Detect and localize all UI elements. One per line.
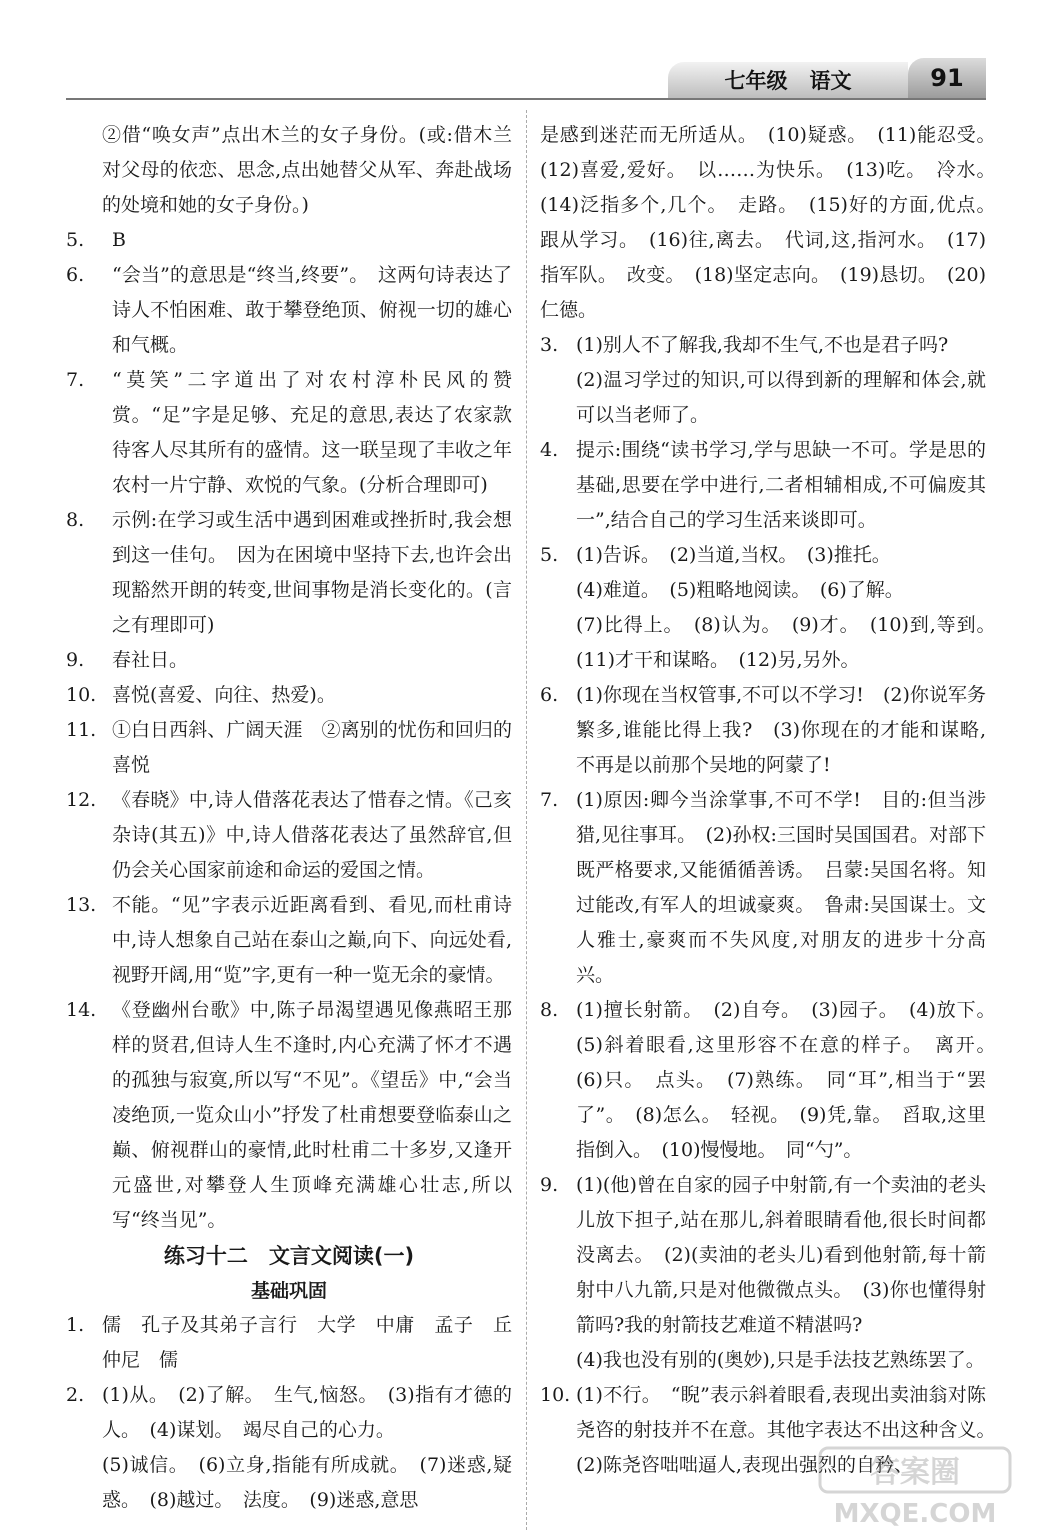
item-text: (7)比得上。 (8)认为。 (9)才。 (10)到,等到。 (11)才干和谋略。 (12)另,另外。: [576, 614, 1006, 671]
item-text: B: [112, 229, 126, 251]
list-item: [66, 993, 512, 1238]
item-text: (1)你现在当权管事,不可以不学习! (2)你说军务繁多,谁能比得上我? (3)你现在的才能和谋略,不再是以前那个吴地的阿蒙了!: [576, 684, 986, 776]
list-item: [540, 608, 1006, 678]
item-text: 儒 孔子及其弟子言行 大学 中庸 孟子 丘 仲尼 儒: [102, 1314, 532, 1371]
item-text: ①白日西斜、广阔天涯 ②离别的忧伤和回归的喜悦: [112, 719, 512, 776]
item-text: (1)从。 (2)了解。 生气,恼怒。 (3)指有才德的人。 (4)谋划。 竭尽自己的心力。: [102, 1384, 512, 1441]
item-number: 6.: [66, 264, 85, 286]
item-number: 4.: [540, 439, 559, 461]
item-number: 10.: [66, 684, 97, 706]
list-item: [540, 1168, 986, 1343]
answer-list: [540, 328, 1006, 1483]
page-header: [0, 0, 1049, 110]
item-number: 7.: [66, 369, 85, 391]
answer-paragraph: (5)诚信。 (6)立身,指能有所成就。 (7)迷惑,疑惑。 (8)越过。 法度。 (9)迷惑,意思: [102, 1454, 512, 1511]
list-item: [540, 433, 986, 538]
list-item: [540, 678, 986, 783]
subject-label: 语文: [809, 69, 852, 93]
section-subtitle: 基础巩固: [250, 1280, 327, 1302]
list-item: [540, 363, 986, 433]
header-tab: [668, 62, 908, 98]
item-number: 5.: [540, 544, 559, 566]
item-number: 8.: [540, 999, 559, 1021]
item-number: 13.: [66, 894, 97, 916]
item-text: (1)(他)曾在自家的园子中射箭,有一个卖油的老头儿放下担子,站在那儿,斜着眼睛看他,很长时间都没离去。 (2)(卖油的老头儿)看到他射箭,每十箭射中八九箭,只是对他微微点头。 (3)你也懂得射箭吗?我的射箭技艺难道不精湛吗?: [576, 1174, 986, 1336]
list-item: [66, 678, 512, 713]
item-number: 11.: [66, 719, 97, 741]
item-number: 3.: [540, 334, 559, 356]
answer-list: [66, 223, 512, 1238]
watermark-text: MXQE.COM: [833, 1499, 997, 1529]
list-item: [540, 573, 986, 608]
item-text: 提示:围绕“读书学习,学与思缺一不可。学是思的基础,思要在学中进行,二者相辅相成,不可偏废其一”,结合自己的学习生活来谈即可。: [576, 439, 986, 531]
list-item: [540, 538, 986, 573]
item-number: 14.: [66, 999, 97, 1021]
list-item: [66, 363, 512, 503]
list-item: [66, 643, 512, 678]
list-item: [66, 503, 512, 643]
item-text: (4)我也没有别的(奥妙),只是手法技艺熟练罢了。: [576, 1349, 985, 1371]
item-text: (1)别人不了解我,我却不生气,不也是君子吗?: [576, 334, 949, 356]
grade-label: 七年级: [724, 69, 788, 93]
item-text: (1)不行。 “睨”表示斜着眼看,表现出卖油翁对陈尧咨的射技并不在意。其他字表达不出这种含义。 (2)陈尧咨咄咄逼人,表现出强烈的自矜、: [576, 1384, 1006, 1476]
list-item: [66, 1308, 532, 1378]
header-rule: [66, 98, 986, 100]
item-text: 喜悦(喜爱、向往、热爱)。: [112, 684, 336, 706]
item-number: 8.: [66, 509, 85, 531]
item-number: 5.: [66, 229, 85, 251]
right-column: [540, 118, 1006, 1483]
item-text: (1)原因:卿今当涂掌事,不可不学! 目的:但当涉猎,见往事耳。 (2)孙权:三国时吴国国君。对部下既严格要求,又能循循善诱。 吕蒙:吴国名将。知过能改,有军人的坦诚豪爽。 鲁肃:吴国谋士。文人雅士,豪爽而不失风度,对朋友的进步十分高兴。: [576, 789, 986, 986]
item-text: (2)温习学过的知识,可以得到新的理解和体会,就可以当老师了。: [576, 369, 986, 426]
list-item: [66, 783, 512, 888]
list-item: [540, 1343, 986, 1378]
answer-list: [66, 1308, 532, 1448]
item-text: 《登幽州台歌》中,陈子昂渴望遇见像燕昭王那样的贤君,但诗人生不逢时,内心充满了怀才不遇的孤独与寂寞,所以写“不见”。《望岳》中,“会当凌绝顶,一览众山小”抒发了杜甫想要登临泰山之巅、俯视群山的豪情,此时杜甫二十多岁,又逢开元盛世,对攀登人生顶峰充满雄心壮志,所以写“终当见”。: [112, 999, 512, 1231]
list-item: [540, 328, 986, 363]
left-column: [66, 118, 532, 1518]
item-text: 不能。“见”字表示近距离看到、看见,而杜甫诗中,诗人想象自己站在泰山之巅,向下、向远处看,视野开阔,用“览”字,更有一种一览无余的豪情。: [112, 894, 512, 986]
item-text: (1)告诉。 (2)当道,当权。 (3)推托。: [576, 544, 891, 566]
item-number: 12.: [66, 789, 97, 811]
list-item: [66, 888, 512, 993]
page-number: 91: [908, 58, 986, 98]
list-item: [540, 993, 1006, 1168]
list-item: [66, 258, 512, 363]
list-item: [66, 223, 512, 258]
answer-paragraph: 是感到迷茫而无所适从。 (10)疑惑。 (11)能忍受。 (12)喜爱,爱好。 以……为快乐。 (13)吃。 冷水。 (14)泛指多个,几个。 走路。 (15)好的方面,优点。 跟从学习。 (16)往,离去。 代词,这,指河水。 (17)指军队。 改变。 (18)坚定志向。 (19)恳切。 (20)仁德。: [540, 124, 1006, 321]
item-text: (1)擅长射箭。 (2)自夸。 (3)园子。 (4)放下。 (5)斜着眼看,这里形容不在意的样子。 离开。 (6)只。 点头。 (7)熟练。 同“耳”,相当于“罢了”。 (8)怎么。 轻视。 (9)凭,靠。 舀取,这里指倒入。 (10)慢慢地。 同“勺”。: [576, 999, 1006, 1161]
watermark: [780, 1440, 1030, 1530]
answer-paragraph: ②借“唤女声”点出木兰的女子身份。(或:借木兰对父母的依恋、思念,点出她替父从军、奔赴战场的处境和她的女子身份。): [102, 124, 512, 216]
list-item: [540, 783, 986, 993]
item-number: 7.: [540, 789, 559, 811]
item-number: 1.: [66, 1314, 85, 1336]
list-item: [66, 713, 512, 783]
item-number: 10.: [540, 1384, 571, 1406]
item-text: “会当”的意思是“终当,终要”。 这两句诗表达了诗人不怕困难、敢于攀登绝顶、俯视一切的雄心和气概。: [112, 264, 512, 356]
item-number: 9.: [540, 1174, 559, 1196]
item-text: 《春晓》中,诗人借落花表达了惜春之情。《己亥杂诗(其五)》中,诗人借落花表达了虽然辞官,但仍会关心国家前途和命运的爱国之情。: [112, 789, 512, 881]
item-text: 春社日。: [112, 649, 189, 671]
item-number: 6.: [540, 684, 559, 706]
item-number: 9.: [66, 649, 85, 671]
item-text: “莫笑”二字道出了对农村淳朴民风的赞赏。“足”字是足够、充足的意思,表达了农家款待客人尽其所有的盛情。这一联呈现了丰收之年农村一片宁静、欢悦的气象。(分析合理即可): [112, 369, 512, 496]
item-number: 2.: [66, 1384, 85, 1406]
list-item: [66, 1378, 512, 1448]
watermark-logo: 答案圈: [870, 1455, 960, 1490]
item-text: (4)难道。 (5)粗略地阅读。 (6)了解。: [576, 579, 904, 601]
section-title: 练习十二 文言文阅读(一): [163, 1244, 415, 1268]
item-text: 示例:在学习或生活中遇到困难或挫折时,我会想到这一佳句。 因为在困境中坚持下去,也许会出现豁然开朗的转变,世间事物是消长变化的。(言之有理即可): [112, 509, 512, 636]
